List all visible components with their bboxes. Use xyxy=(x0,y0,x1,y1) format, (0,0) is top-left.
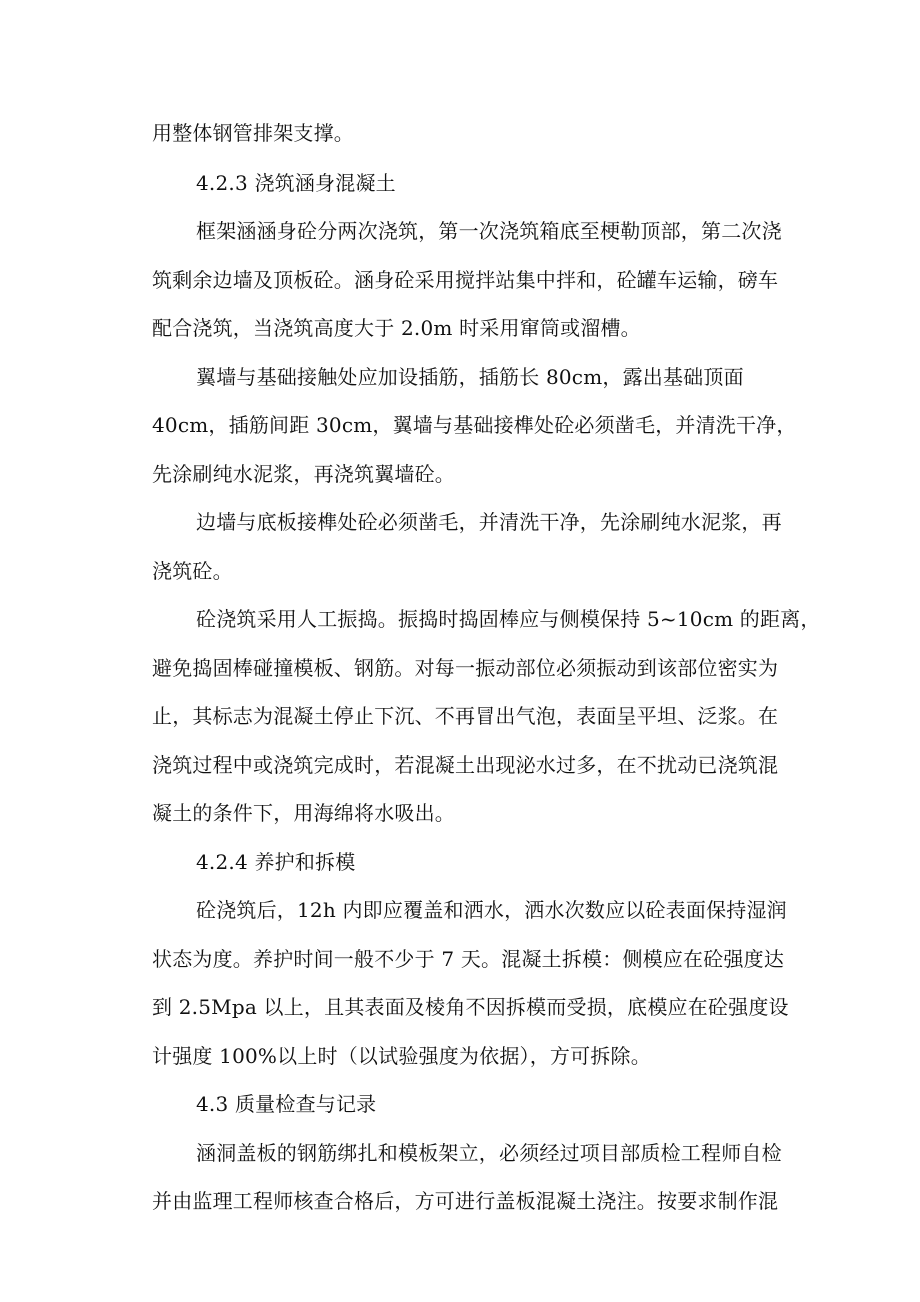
text-line: 浇筑过程中或浇筑完成时，若混凝土出现泌水过多，在不扰动已浇筑混 xyxy=(152,753,779,777)
text-line: 状态为度。养护时间一般不少于 7 天。混凝土拆模：侧模应在砼强度达 xyxy=(152,947,785,971)
text-line: 砼浇筑采用人工振捣。振捣时捣固棒应与侧模保持 5~10cm 的距离， xyxy=(196,607,821,631)
text-line: 止，其标志为混凝土停止下沉、不再冒出气泡，表面呈平坦、泛浆。在 xyxy=(152,704,779,728)
text-line: 浇筑砼。 xyxy=(152,559,233,583)
text-line: 砼浇筑后，12h 内即应覆盖和洒水，洒水次数应以砼表面保持湿润 xyxy=(196,898,787,922)
text-line: 边墙与底板接榫处砼必须凿毛，并清洗干净，先涂刷纯水泥浆，再 xyxy=(196,510,782,534)
text-line: 配合浇筑，当浇筑高度大于 2.0m 时采用窜筒或溜槽。 xyxy=(152,316,641,340)
text-line: 筑剩余边墙及顶板砼。涵身砼采用搅拌站集中拌和，砼罐车运输，磅车 xyxy=(152,268,779,292)
text-line: 40cm，插筋间距 30cm，翼墙与基础接榫处砼必须凿毛，并清洗干净， xyxy=(152,413,797,437)
text-line: 并由监理工程师核查合格后，方可进行盖板混凝土浇注。按要求制作混 xyxy=(152,1189,779,1213)
text-line: 翼墙与基础接触处应加设插筋，插筋长 80cm，露出基础顶面 xyxy=(196,365,744,389)
text-line: 框架涵涵身砼分两次浇筑，第一次浇筑箱底至梗勒顶部，第二次浇 xyxy=(196,219,782,243)
text-line: 到 2.5Mpa 以上，且其表面及棱角不因拆模而受损，底模应在砼强度设 xyxy=(152,995,789,1019)
section-heading-4-3: 4.3 质量检查与记录 xyxy=(196,1092,377,1116)
text-line: 凝土的条件下，用海绵将水吸出。 xyxy=(152,801,455,825)
section-heading-4-2-3: 4.2.3 浇筑涵身混凝土 xyxy=(196,171,396,195)
text-line: 避免捣固棒碰撞模板、钢筋。对每一振动部位必须振动到该部位密实为 xyxy=(152,656,779,680)
text-line: 涵洞盖板的钢筋绑扎和模板架立，必须经过项目部质检工程师自检 xyxy=(196,1141,782,1165)
text-line: 计强度 100%以上时（以试验强度为依据），方可拆除。 xyxy=(152,1044,651,1068)
section-heading-4-2-4: 4.2.4 养护和拆模 xyxy=(196,850,356,874)
text-line: 先涂刷纯水泥浆，再浇筑翼墙砼。 xyxy=(152,462,455,486)
text-line: 用整体钢管排架支撑。 xyxy=(152,121,354,145)
